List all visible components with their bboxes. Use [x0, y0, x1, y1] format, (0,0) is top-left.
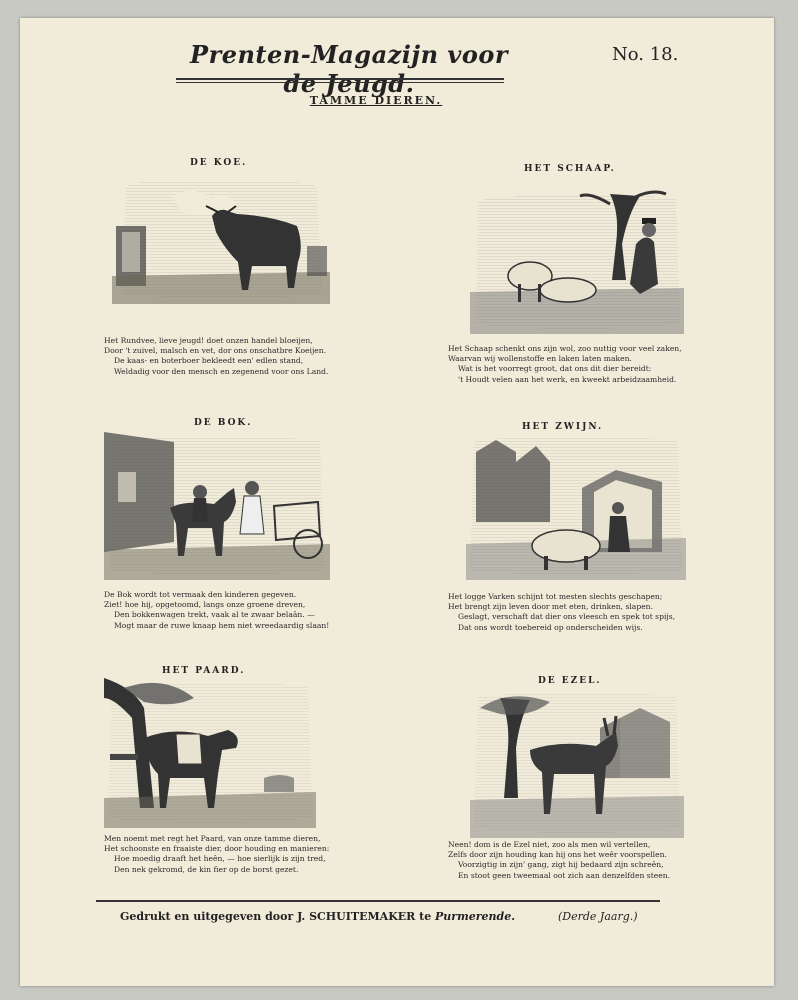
imprint-place: Purmerende. [435, 910, 516, 923]
verse-schaap: Het Schaap schenkt ons zijn wol, zoo nuttig voor veel zaken, Waarvan wij wollenstoffe en laken laten maken. Wat is het voorregt groot, dat ons dit dier bereidt: 't Houdt velen aan het werk, en kweekt arbeidzaamheid. [448, 344, 682, 384]
heading-paard: HET PAARD. [162, 666, 246, 676]
title-rule [176, 78, 504, 83]
engraving-goat [104, 432, 330, 580]
page-subtitle: TAMME DIEREN. [309, 94, 443, 107]
engraving-donkey [470, 688, 684, 838]
verse-koe: Het Rundvee, lieve jeugd! doet onzen handel bloeijen, Door 't zuivel, malsch en vet, dor ons onschatbre Koeijen. De kaas- en boterboer bekleedt een' edlen stand, Weldadig voor den mensch en zegenend voor ons Land. [104, 336, 329, 376]
heading-koe: DE KOE. [190, 158, 248, 168]
heading-bok: DE BOK. [194, 418, 253, 428]
footer-rule [96, 900, 660, 902]
heading-ezel: DE EZEL. [538, 676, 602, 686]
imprint-year: (Derde Jaarg.) [558, 910, 638, 923]
verse-zwijn: Het logge Varken schijnt tot mesten slechts geschapen; Het brengt zijn leven door met eten, drinken, slapen. Geslagt, verschaft dat dier ons vleesch en spek tot spijs, Dat ons wordt toebereid op onderscheiden wijs. [448, 592, 676, 632]
imprint [120, 910, 640, 923]
issue-number: No. 18. [612, 44, 679, 65]
imprint-text: Gedrukt en uitgegeven door J. SCHUITEMAKER te [120, 910, 436, 923]
engraving-horse [104, 678, 316, 828]
engraving-cow [112, 176, 330, 304]
heading-schaap: HET SCHAAP. [524, 164, 616, 174]
verse-paard: Men noemt met regt het Paard, van onze tamme dieren, Het schoonste en fraaiste dier, door houding en manieren: Hoe moedig draaft het heên, — hoe sierlijk is zijn tred, Den nek gekromd, de kin fier op de borst gezet. [104, 834, 330, 874]
verse-ezel: Neen! dom is de Ezel niet, zoo als men wil vertellen, Zelfs door zijn houding kan hij ons het weêr voorspellen. Voorzigtig in zijn' gang, zigt hij bedaard zijn schreên, En stoot geen tweemaal oot zich aan denzelfden steen. [448, 840, 671, 880]
heading-zwijn: HET ZWIJN. [522, 422, 604, 432]
engraving-pig [466, 432, 686, 580]
engraving-sheep [470, 184, 684, 334]
page-title: Prenten-Magazijn voor de Jeugd. [190, 40, 508, 98]
verse-bok: De Bok wordt tot vermaak den kinderen gegeven. Ziet! hoe hij, opgetoomd, langs onze groene dreven, Den bokkenwagen trekt, vaak al te zwaar belaân. — Mogt maar de ruwe knaap hem niet wreedaardig slaan! [104, 590, 330, 630]
